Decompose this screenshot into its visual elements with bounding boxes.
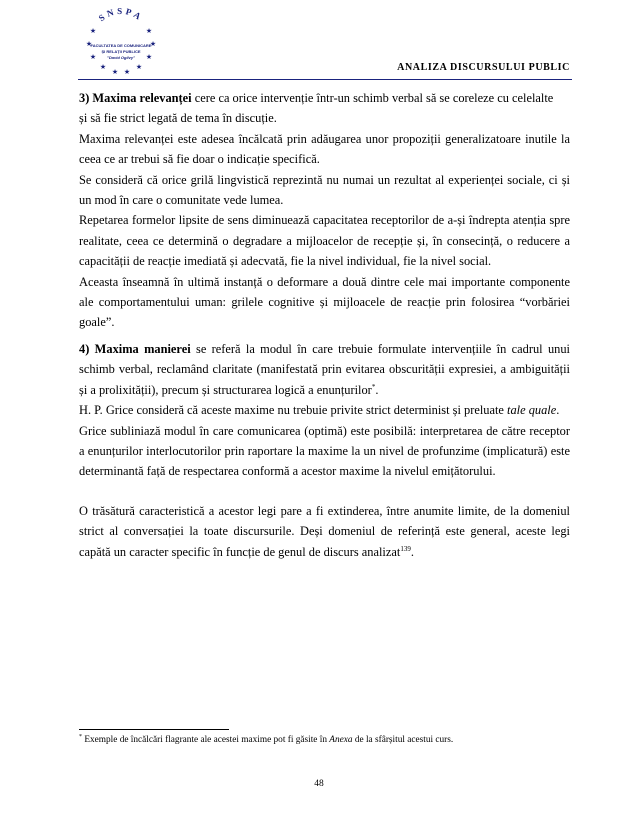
paragraph-text: se referă la modul în care trebuie formulate intervențiile în cadrul unui schimb verbal, reclamând claritate (manifestată prin evitarea obscurității expresiei, a ambiguității și a prolixității), precum și structurarea logică a enunțurilor [79, 341, 570, 397]
running-header: ANALIZA DISCURSULUI PUBLIC [397, 62, 570, 73]
snspa-logo [79, 6, 163, 78]
header-rule [78, 79, 572, 80]
footnote-rule [79, 729, 229, 730]
paragraph: Aceasta înseamnă în ultimă instanță o deformare a două dintre cele mai importante componente ale comportamentului uman: grilele cognitive și mijloacele de reacție prin folosirea “vorbăriei goale”. [79, 274, 570, 330]
maxim-heading: 3) Maxima relevanței [79, 91, 192, 105]
logo-line-3: "David Ogilvy" [106, 55, 136, 60]
star-icon: ★ [85, 40, 93, 48]
page-number: 48 [314, 779, 324, 789]
latin-phrase: tale quale [507, 403, 557, 418]
star-icon: ★ [99, 63, 107, 71]
footnote-ref: 139 [400, 544, 411, 553]
footnote-ref: * [371, 382, 376, 391]
star-icon: ★ [149, 40, 157, 48]
footnote-marker: * [79, 733, 82, 740]
paragraph-relevance [79, 88, 570, 108]
paragraph-relevance-cont: și să fie strict legată de tema în discuție. [79, 111, 277, 126]
paragraph: H. P. Grice consideră că aceste maxime nu trebuie privite strict determinist și preluate tale quale. [79, 403, 560, 418]
paragraph-text: cere ca orice intervenție într-un schimb verbal să se coreleze cu celelalte [191, 91, 554, 105]
footnote: * Exemple de încălcări flagrante ale acestei maxime pot fi găsite în Anexa de la sfârșitul acestui curs. [79, 733, 454, 745]
paragraph: Repetarea formelor lipsite de sens diminuează capacitatea receptorilor de a-și îndrepta atenția spre realitate, ceea ce determină o degradare a mijloacelor de recepție și, în consecință, o reducere a capacității de reacție imediată și adecvată, fie la nivel individual, fie la nivel social. [79, 213, 570, 269]
star-icon: ★ [145, 53, 153, 61]
star-icon: ★ [123, 68, 131, 76]
star-icon: ★ [89, 53, 97, 61]
star-icon: ★ [135, 63, 143, 71]
star-icon: ★ [111, 68, 119, 76]
svg-text:SNSPA [97, 6, 145, 23]
paragraph-manner: 4) Maxima manierei se referă la modul în care trebuie formulate intervențiile în cadrul unui schimb verbal, reclamând claritate (manifestată prin evitarea obscurității expresiei, a ambiguității și a prolixității), precum și structurarea logică a enunțurilor*. [79, 341, 570, 397]
paragraph: O trăsătură caracteristică a acestor legi pare a fi extinderea, între anumite limite, de la domeniul strict al conversației la toate discursurile. Deși domeniul de referință este general, aceste legi capătă un caracter specific în funcție de genul de discurs analizat$^{139}$. [79, 503, 570, 559]
footnote-italic: Anexa [329, 735, 353, 745]
star-icon: ★ [89, 27, 97, 35]
page-body [79, 88, 570, 562]
logo-line-2: ȘI RELAȚII PUBLICE [101, 49, 141, 54]
logo-arc-text: SNSPA [96, 6, 146, 24]
paragraph: Se consideră că orice grilă lingvistică reprezintă nu numai un rezultat al experienței sociale, ci și un mod în care o comunitate vede lumea. [79, 172, 570, 208]
paragraph: Grice subliniază modul în care comunicarea (optimă) este posibilă: interpretarea de către receptor a enunțurilor interlocutorilor prin raportare la maxime la un nivel de profunzime (implicatură) este determinantă față de respectarea conformă a acestor maxime la nivelul emițătorului. [79, 423, 570, 479]
star-icon: ★ [145, 27, 153, 35]
logo-line-1: FACULTATEA DE COMUNICARE [90, 43, 152, 48]
maxim-heading: 4) Maxima manierei [79, 341, 191, 356]
paragraph: Maxima relevanței este adesea încălcată prin adăugarea unor propoziții generalizatoare inutile la ceea ce ar trebui să fie doar o indicație specifică. [79, 131, 570, 167]
